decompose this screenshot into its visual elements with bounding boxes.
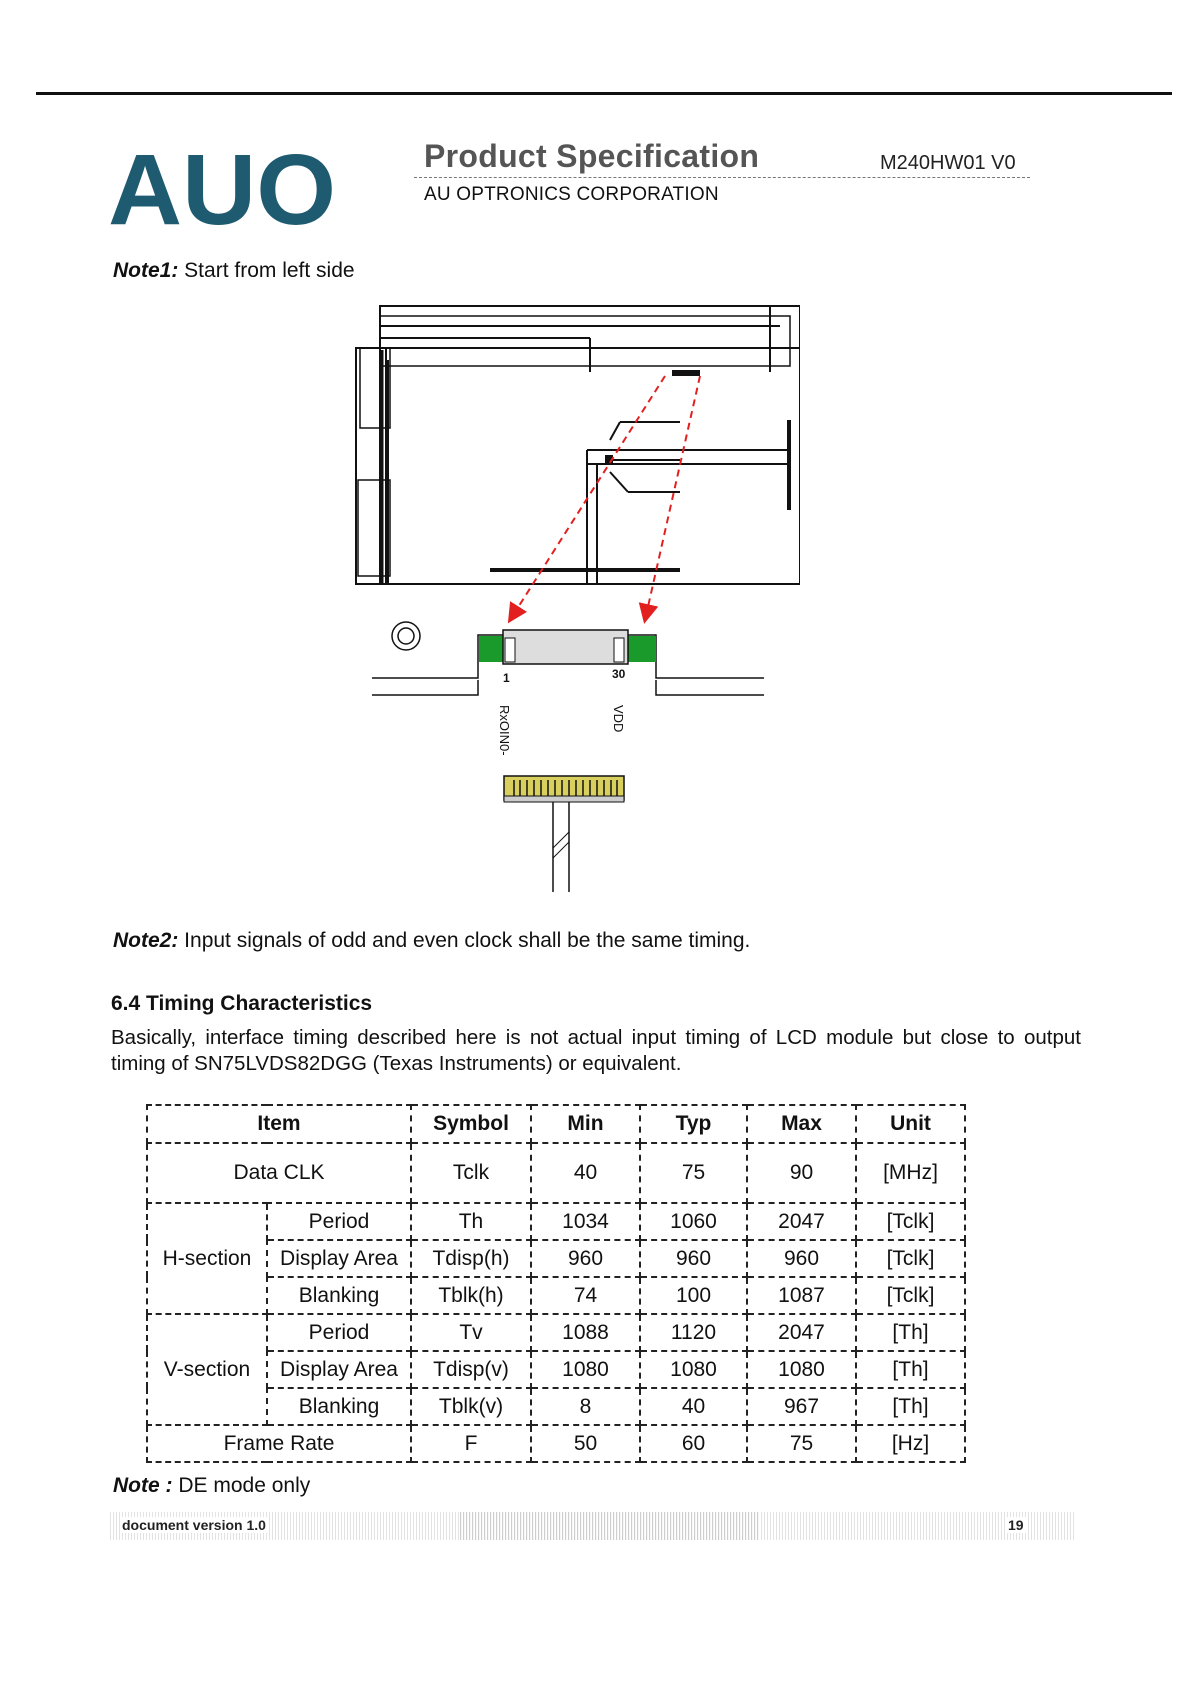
cell-param: Period	[267, 1203, 411, 1240]
note2-text: Input signals of odd and even clock shall be the same timing.	[178, 929, 751, 952]
auo-logo	[108, 140, 338, 232]
note2	[113, 929, 750, 953]
cell-unit: [Th]	[856, 1351, 965, 1388]
note1-label: Note1:	[113, 259, 179, 282]
connector-diagram	[330, 300, 800, 900]
cell-min: 74	[531, 1277, 640, 1314]
note2-label: Note2:	[113, 929, 179, 952]
cell-max: 2047	[747, 1203, 856, 1240]
cell-param: Blanking	[267, 1388, 411, 1425]
cell-typ: 40	[640, 1388, 747, 1425]
cell-param: Display Area	[267, 1351, 411, 1388]
cell-min: 1088	[531, 1314, 640, 1351]
cell-unit: [Tclk]	[856, 1203, 965, 1240]
cell-symbol: Tdisp(h)	[411, 1240, 531, 1277]
corporation-name: AU OPTRONICS CORPORATION	[424, 184, 719, 205]
cell-max: 90	[747, 1143, 856, 1203]
title-divider	[414, 177, 1030, 178]
page-number: 19	[1008, 1517, 1024, 1533]
cell-item: Data CLK	[147, 1143, 411, 1203]
note3	[113, 1474, 310, 1498]
cell-max: 967	[747, 1388, 856, 1425]
cell-max: 960	[747, 1240, 856, 1277]
timing-table	[146, 1104, 966, 1463]
section-title: 6.4 Timing Characteristics	[111, 992, 373, 1015]
table-row	[147, 1240, 965, 1277]
cell-symbol: Tv	[411, 1314, 531, 1351]
table-row	[147, 1143, 965, 1203]
pin-first-label: 1	[503, 671, 510, 685]
pin1-signal-label: RxOIN0-	[497, 705, 512, 756]
cell-symbol: Tblk(h)	[411, 1277, 531, 1314]
header-min: Min	[531, 1105, 640, 1143]
cell-typ: 1120	[640, 1314, 747, 1351]
cell-item: Frame Rate	[147, 1425, 411, 1462]
cell-symbol: Tdisp(v)	[411, 1351, 531, 1388]
note1-text: Start from left side	[178, 259, 355, 282]
table-row	[147, 1314, 965, 1351]
cell-typ: 100	[640, 1277, 747, 1314]
cell-max: 75	[747, 1425, 856, 1462]
cell-max: 2047	[747, 1314, 856, 1351]
header-max: Max	[747, 1105, 856, 1143]
note1	[113, 259, 355, 283]
cell-unit: [Hz]	[856, 1425, 965, 1462]
cell-group-h: H-section	[147, 1203, 267, 1314]
footer-bar-accent	[460, 1512, 760, 1540]
cell-unit: [MHz]	[856, 1143, 965, 1203]
cell-unit: [Th]	[856, 1314, 965, 1351]
cell-typ: 1080	[640, 1351, 747, 1388]
connector-end-right	[628, 636, 656, 662]
pin-last-label: 30	[612, 667, 626, 681]
cell-symbol: F	[411, 1425, 531, 1462]
cell-typ: 960	[640, 1240, 747, 1277]
logo-text: AUO	[108, 140, 336, 232]
header-item: Item	[147, 1105, 411, 1143]
note3-text: DE mode only	[172, 1474, 311, 1497]
doc-title: Product Specification	[424, 138, 760, 174]
cell-unit: [Tclk]	[856, 1277, 965, 1314]
cell-min: 1080	[531, 1351, 640, 1388]
cell-group-v: V-section	[147, 1314, 267, 1425]
note3-label: Note :	[113, 1474, 173, 1497]
cell-max: 1087	[747, 1277, 856, 1314]
cell-min: 8	[531, 1388, 640, 1425]
pin30-signal-label: VDD	[611, 705, 626, 733]
document-version: document version 1.0	[122, 1517, 266, 1533]
header-typ: Typ	[640, 1105, 747, 1143]
cell-min: 960	[531, 1240, 640, 1277]
cell-symbol: Th	[411, 1203, 531, 1240]
table-row	[147, 1425, 965, 1462]
connector-end-left	[479, 636, 503, 662]
cell-min: 50	[531, 1425, 640, 1462]
cell-min: 40	[531, 1143, 640, 1203]
cell-typ: 75	[640, 1143, 747, 1203]
header-unit: Unit	[856, 1105, 965, 1143]
cell-typ: 60	[640, 1425, 747, 1462]
table-row	[147, 1388, 965, 1425]
section-paragraph: Basically, interface timing described here is not actual input timing of LCD module but close to output timing of SN75LVDS82DGG (Texas Instruments) or equivalent.	[111, 1026, 1081, 1075]
model-number: M240HW01 V0	[880, 152, 1016, 174]
module-back-outline	[356, 306, 800, 584]
cell-param: Display Area	[267, 1240, 411, 1277]
cell-unit: [Tclk]	[856, 1240, 965, 1277]
cell-symbol: Tclk	[411, 1143, 531, 1203]
cell-min: 1034	[531, 1203, 640, 1240]
connector-body	[503, 630, 628, 664]
table-row	[147, 1203, 965, 1240]
header-symbol: Symbol	[411, 1105, 531, 1143]
cell-param: Period	[267, 1314, 411, 1351]
cell-param: Blanking	[267, 1277, 411, 1314]
table-row	[147, 1351, 965, 1388]
cell-max: 1080	[747, 1351, 856, 1388]
table-header-row	[147, 1105, 965, 1143]
cell-unit: [Th]	[856, 1388, 965, 1425]
cell-typ: 1060	[640, 1203, 747, 1240]
table-row	[147, 1277, 965, 1314]
cell-symbol: Tblk(v)	[411, 1388, 531, 1425]
header-rule	[36, 92, 1172, 95]
mating-plug	[504, 776, 624, 892]
